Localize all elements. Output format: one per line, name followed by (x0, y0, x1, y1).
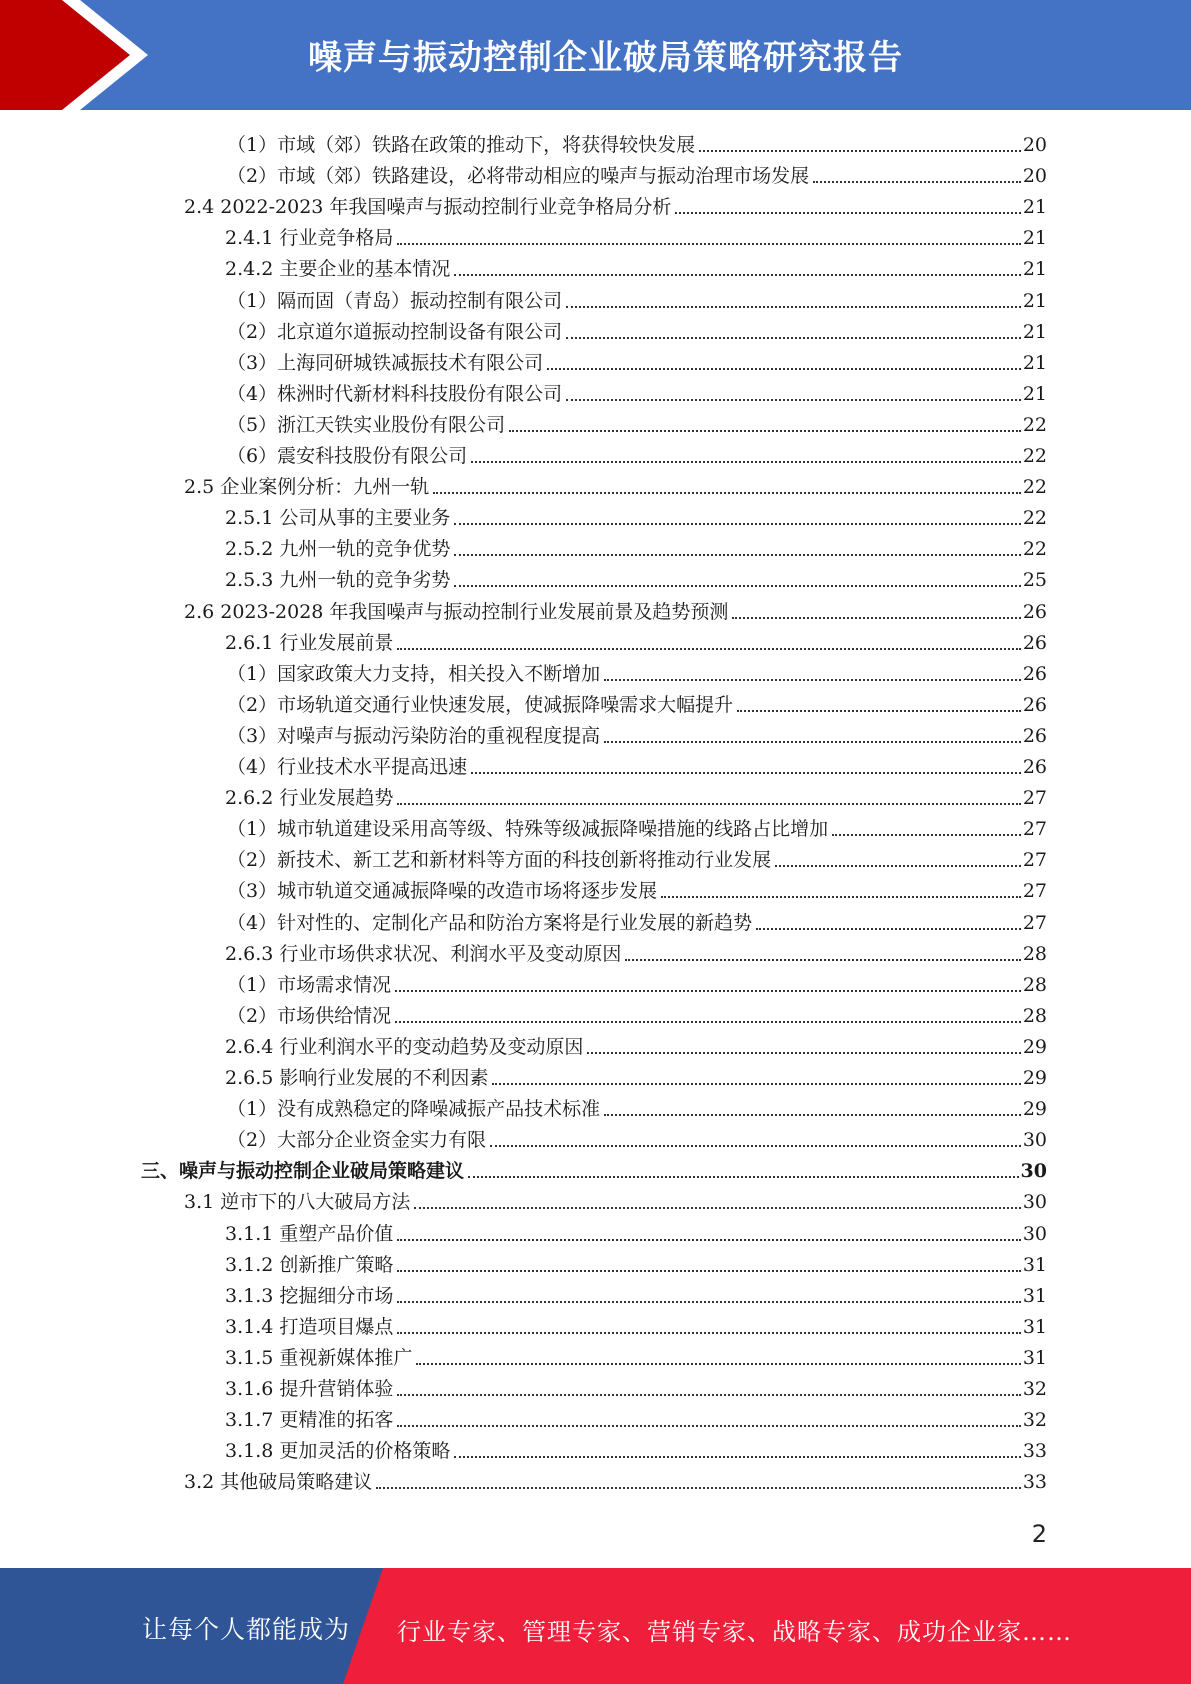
toc-entry[interactable] (227, 158, 1047, 189)
toc-entry[interactable] (225, 1309, 1047, 1340)
toc-entry-title: （4）行业技术水平提高迅速 (227, 756, 468, 778)
toc-dot-leader (775, 864, 1021, 867)
toc-entry-title: （2）市场轨道交通行业快速发展，使减振降噪需求大幅提升 (227, 693, 734, 716)
toc-entry[interactable] (227, 905, 1047, 936)
toc-entry-title: （1）城市轨道建设采用高等级、特殊等级减振降噪措施的线路占比增加 (227, 818, 829, 841)
toc-dot-leader (468, 1175, 1019, 1178)
toc-entry-page: 27 (1022, 787, 1047, 810)
toc-entry-title: 3.1.5 重视新媒体推广 (225, 1346, 413, 1369)
toc-entry-page: 21 (1022, 258, 1047, 281)
toc-entry-page: 25 (1022, 569, 1047, 592)
toc-entry[interactable] (227, 345, 1047, 376)
toc-entry-page: 33 (1022, 1471, 1047, 1494)
toc-dot-leader (397, 1269, 1020, 1272)
toc-dot-leader (471, 771, 1021, 774)
toc-entry-page: 29 (1022, 1098, 1047, 1121)
toc-dot-leader (397, 1300, 1020, 1303)
toc-entry-title: 三、噪声与振动控制企业破局策略建议 (141, 1160, 465, 1183)
toc-entry[interactable] (184, 189, 1047, 220)
toc-entry[interactable] (225, 500, 1047, 531)
toc-dot-leader (699, 149, 1021, 152)
toc-entry[interactable] (227, 842, 1047, 873)
toc-entry-page: 21 (1022, 196, 1047, 219)
toc-entry[interactable] (225, 1402, 1047, 1433)
toc-dot-leader (454, 553, 1020, 556)
toc-entry-page: 31 (1022, 1284, 1047, 1307)
toc-entry-title: 2.6.2 行业发展趋势 (225, 787, 394, 810)
toc-entry-title: 3.1.1 重塑产品价值 (225, 1222, 394, 1245)
toc-entry-page: 27 (1022, 911, 1047, 934)
toc-entry-page: 21 (1022, 289, 1047, 312)
toc-entry-page: 21 (1022, 351, 1047, 374)
page-number: 2 (1031, 1520, 1047, 1548)
page-footer (0, 1568, 1191, 1684)
toc-entry-title: 3.1 逆市下的八大破局方法 (184, 1191, 411, 1214)
toc-entry[interactable] (225, 1371, 1047, 1402)
toc-entry-title: 2.4.1 行业竞争格局 (225, 227, 394, 250)
toc-dot-leader (397, 1331, 1020, 1334)
toc-entry[interactable] (227, 127, 1047, 158)
report-title: 噪声与振动控制企业破局策略研究报告 (308, 38, 903, 78)
toc-entry-title: （1）市域（郊）铁路在政策的推动下，将获得较快发展 (227, 134, 696, 156)
toc-dot-leader (414, 1206, 1021, 1209)
toc-dot-leader (454, 584, 1020, 587)
toc-dot-leader (604, 740, 1021, 743)
toc-entry-page: 30 (1020, 1160, 1047, 1183)
toc-dot-leader (492, 1082, 1020, 1085)
toc-entry-page: 30 (1022, 1129, 1047, 1152)
toc-entry[interactable] (227, 687, 1047, 718)
toc-dot-leader (454, 1455, 1020, 1458)
toc-entry[interactable] (227, 438, 1047, 469)
toc-entry-title: 3.1.7 更精准的拓客 (225, 1409, 394, 1432)
toc-entry[interactable] (227, 1091, 1047, 1122)
toc-entry-title: （1）没有成熟稳定的降噪减振产品技术标准 (227, 1098, 601, 1121)
toc-dot-leader (490, 1144, 1021, 1147)
toc-dot-leader (397, 1393, 1020, 1396)
toc-dot-leader (587, 1051, 1020, 1054)
toc-entry-title: 2.4.2 主要企业的基本情况 (225, 258, 451, 281)
toc-entry[interactable] (227, 718, 1047, 749)
toc-entry-page: 22 (1022, 445, 1047, 467)
toc-entry-page: 31 (1022, 1253, 1047, 1276)
toc-entry-page: 26 (1022, 756, 1047, 778)
toc-dot-leader (756, 927, 1021, 930)
toc-entry-title: 3.1.2 创新推广策略 (225, 1253, 394, 1276)
toc-entry[interactable] (225, 1029, 1047, 1060)
toc-entry[interactable] (184, 594, 1047, 625)
toc-entry[interactable] (225, 1060, 1047, 1091)
toc-entry-page: 30 (1022, 1222, 1047, 1245)
toc-entry[interactable] (227, 656, 1047, 687)
toc-dot-leader (397, 802, 1020, 805)
toc-entry-page: 28 (1022, 1004, 1047, 1027)
footer-slogan-left: 让每个人都能成为 (142, 1615, 351, 1644)
toc-entry-page: 20 (1022, 134, 1047, 156)
toc-entry-title: （1）市场需求情况 (227, 973, 392, 996)
toc-entry-page: 20 (1022, 165, 1047, 188)
toc-entry-page: 31 (1022, 1346, 1047, 1369)
toc-dot-leader (566, 398, 1021, 401)
toc-entry[interactable] (225, 220, 1047, 251)
toc-entry[interactable] (225, 1247, 1047, 1278)
toc-dot-leader (433, 491, 1021, 494)
toc-entry-page: 33 (1022, 1440, 1047, 1463)
toc-entry-page: 32 (1022, 1409, 1047, 1432)
toc-entry-page: 27 (1022, 818, 1047, 841)
toc-entry[interactable] (141, 1153, 1047, 1184)
toc-dot-leader (566, 336, 1021, 339)
toc-entry[interactable] (227, 998, 1047, 1029)
toc-entry-title: 2.4 2022-2023 年我国噪声与振动控制行业竞争格局分析 (184, 196, 672, 219)
toc-entry-page: 28 (1022, 942, 1047, 965)
toc-entry[interactable] (225, 936, 1047, 967)
toc-entry-page: 30 (1022, 1191, 1047, 1214)
toc-dot-leader (397, 1424, 1020, 1427)
toc-dot-leader (737, 709, 1021, 712)
toc-entry-title: 3.1.4 打造项目爆点 (225, 1315, 394, 1338)
toc-entry-title: 2.6.5 影响行业发展的不利因素 (225, 1067, 489, 1089)
toc-dot-leader (813, 180, 1021, 183)
toc-dot-leader (547, 367, 1021, 370)
toc-entry-page: 26 (1022, 600, 1047, 623)
toc-entry[interactable] (225, 531, 1047, 562)
toc-dot-leader (397, 242, 1020, 245)
toc-entry-title: （2）市场供给情况 (227, 1004, 392, 1027)
toc-entry-title: 2.5 企业案例分析：九州一轨 (184, 476, 430, 499)
toc-entry-page: 29 (1022, 1035, 1047, 1058)
toc-dot-leader (604, 678, 1021, 681)
toc-entry[interactable] (227, 314, 1047, 345)
toc-entry-title: 3.2 其他破局策略建议 (184, 1471, 373, 1494)
toc-entry-page: 21 (1022, 320, 1047, 343)
toc-entry-title: （3）城市轨道交通减振降噪的改造市场将逐步发展 (227, 880, 658, 903)
toc-entry-page: 31 (1022, 1315, 1047, 1338)
toc-dot-leader (376, 1486, 1021, 1489)
toc-entry[interactable] (225, 780, 1047, 811)
toc-entry-title: 3.1.3 挖掘细分市场 (225, 1284, 394, 1307)
toc-entry[interactable] (227, 283, 1047, 314)
toc-entry-page: 26 (1022, 662, 1047, 685)
toc-entry-page: 22 (1022, 413, 1047, 436)
toc-entry-page: 29 (1022, 1067, 1047, 1089)
toc-entry-title: （2）北京道尔道振动控制设备有限公司 (227, 320, 563, 343)
toc-entry-page: 27 (1022, 849, 1047, 872)
toc-entry[interactable] (225, 1433, 1047, 1464)
toc-dot-leader (397, 1238, 1020, 1241)
toc-entry[interactable] (225, 625, 1047, 656)
toc-entry-page: 22 (1022, 476, 1047, 499)
toc-entry-title: （4）针对性的、定制化产品和防治方案将是行业发展的新趋势 (227, 911, 753, 934)
toc-dot-leader (625, 958, 1020, 961)
toc-entry-title: 2.6.1 行业发展前景 (225, 631, 394, 654)
toc-dot-leader (604, 1113, 1021, 1116)
toc-entry-page: 21 (1022, 227, 1047, 250)
toc-entry-title: 2.6 2023-2028 年我国噪声与振动控制行业发展前景及趋势预测 (184, 600, 729, 623)
toc-entry[interactable] (184, 1184, 1047, 1215)
toc-entry-title: （3）对噪声与振动污染防治的重视程度提高 (227, 724, 601, 747)
toc-entry[interactable] (227, 967, 1047, 998)
toc-dot-leader (661, 895, 1021, 898)
toc-entry[interactable] (227, 873, 1047, 904)
toc-entry-page: 22 (1022, 507, 1047, 530)
toc-entry-page: 26 (1022, 693, 1047, 716)
toc-dot-leader (732, 616, 1020, 619)
toc-entry[interactable] (184, 1464, 1047, 1495)
toc-dot-leader (471, 460, 1021, 463)
toc-entry[interactable] (184, 469, 1047, 500)
toc-entry-title: 2.5.3 九州一轨的竞争劣势 (225, 569, 451, 592)
toc-entry-title: （1）隔而固（青岛）振动控制有限公司 (227, 289, 563, 312)
toc-entry-title: 2.6.3 行业市场供求状况、利润水平及变动原因 (225, 942, 622, 965)
toc-entry[interactable] (225, 251, 1047, 282)
toc-entry[interactable] (225, 1278, 1047, 1309)
toc-dot-leader (397, 647, 1020, 650)
toc-entry[interactable] (225, 1216, 1047, 1247)
toc-entry-title: （3）上海同研城铁减振技术有限公司 (227, 351, 544, 374)
toc-entry-page: 21 (1022, 382, 1047, 405)
toc-entry-title: （1）国家政策大力支持，相关投入不断增加 (227, 662, 601, 685)
toc-entry-page: 27 (1022, 880, 1047, 903)
toc-entry-title: （5）浙江天铁实业股份有限公司 (227, 413, 506, 436)
toc-entry-page: 26 (1022, 724, 1047, 747)
toc-entry-title: 2.6.4 行业利润水平的变动趋势及变动原因 (225, 1035, 584, 1058)
toc-entry-page: 32 (1022, 1378, 1047, 1400)
toc-entry[interactable] (225, 562, 1047, 593)
toc-dot-leader (395, 989, 1021, 992)
toc-entry-page: 28 (1022, 973, 1047, 996)
toc-dot-leader (832, 833, 1021, 836)
toc-entry-title: 3.1.6 提升营销体验 (225, 1378, 394, 1400)
page-header (0, 0, 1191, 110)
toc-entry-title: 2.5.1 公司从事的主要业务 (225, 507, 451, 530)
toc-dot-leader (454, 273, 1020, 276)
toc-dot-leader (395, 1020, 1021, 1023)
toc-entry-title: 3.1.8 更加灵活的价格策略 (225, 1440, 451, 1463)
toc-entry-title: （2）新技术、新工艺和新材料等方面的科技创新将推动行业发展 (227, 849, 772, 872)
toc-entry-title: （2）市域（郊）铁路建设，必将带动相应的噪声与振动治理市场发展 (227, 165, 810, 188)
toc-entry-title: 2.5.2 九州一轨的竞争优势 (225, 538, 451, 561)
toc-entry-title: （4）株洲时代新材料科技股份有限公司 (227, 382, 563, 405)
toc-entry[interactable] (225, 1340, 1047, 1371)
toc-entry-page: 22 (1022, 538, 1047, 561)
toc-entry-title: （2）大部分企业资金实力有限 (227, 1129, 487, 1152)
footer-slogan-right: 行业专家、管理专家、营销专家、战略专家、成功企业家…… (397, 1618, 1072, 1646)
toc-entry[interactable] (227, 1122, 1047, 1153)
toc-entry[interactable] (227, 811, 1047, 842)
toc-dot-leader (454, 522, 1020, 525)
toc-entry-page: 26 (1022, 631, 1047, 654)
toc-entry[interactable] (227, 376, 1047, 407)
toc-entry[interactable] (227, 407, 1047, 438)
toc-entry[interactable] (227, 749, 1047, 780)
toc-dot-leader (675, 211, 1020, 214)
toc-dot-leader (416, 1362, 1020, 1365)
toc-dot-leader (566, 305, 1021, 308)
toc-dot-leader (509, 429, 1021, 432)
toc-entry-title: （6）震安科技股份有限公司 (227, 445, 468, 467)
